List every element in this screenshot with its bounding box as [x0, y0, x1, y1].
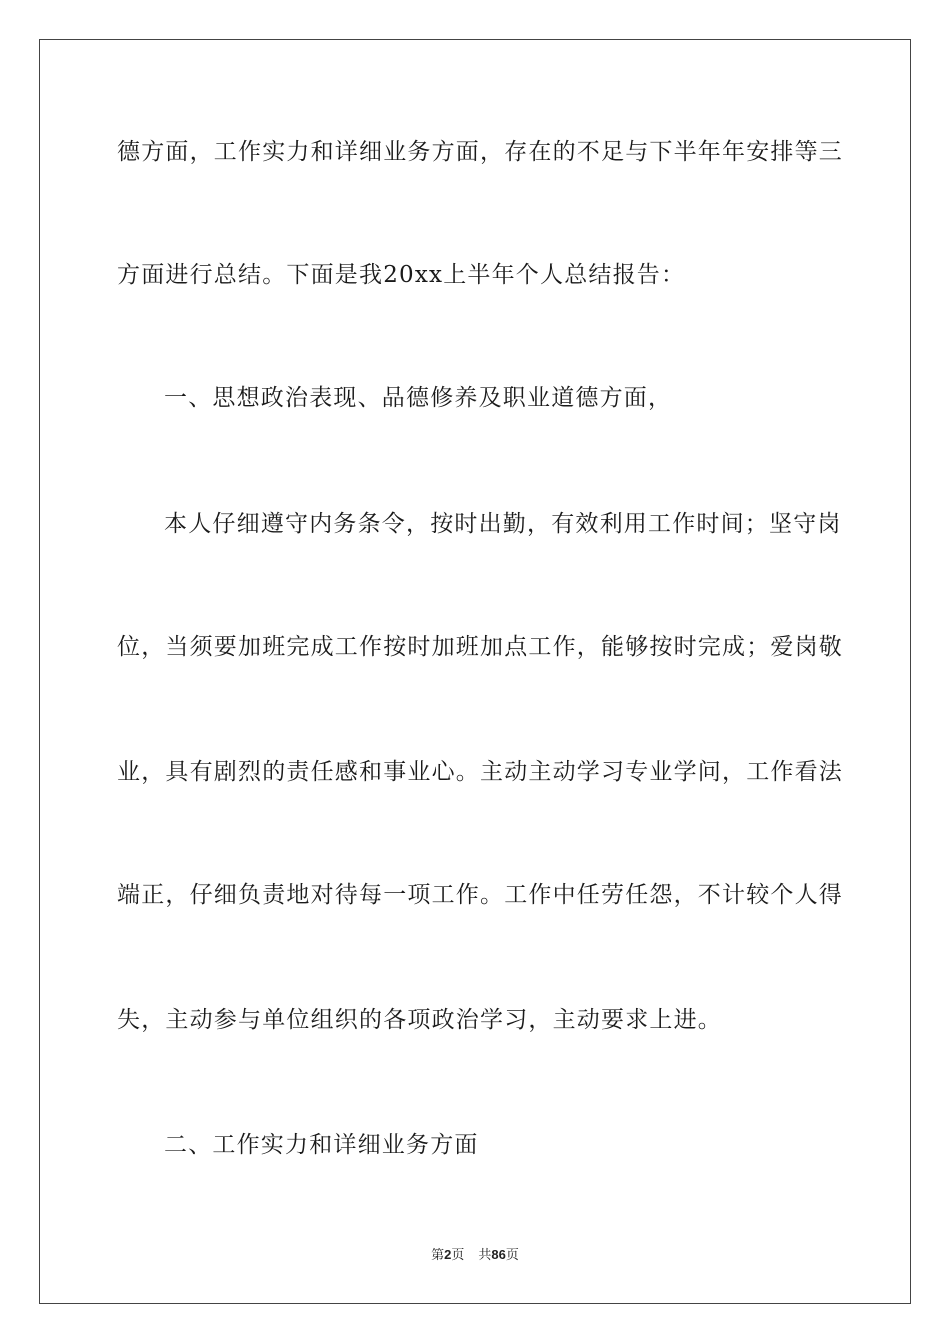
page-suffix: 页 [451, 1248, 465, 1263]
total-suffix: 页 [505, 1248, 519, 1263]
paragraph-line-4: 位，当须要加班完成工作按时加班加点工作，能够按时完成；爱岗敬 [117, 634, 843, 660]
paragraph-line-5: 业，具有剧烈的责任感和事业心。主动主动学习专业学问，工作看法 [117, 759, 843, 785]
paragraph-line-6: 端正，仔细负责地对待每一项工作。工作中任劳任怨，不计较个人得 [117, 882, 843, 908]
section-heading-2: 二、工作实力和详细业务方面 [164, 1132, 479, 1158]
paragraph-line-2: 方面进行总结。下面是我20xx上半年个人总结报告： [117, 262, 686, 288]
page-footer [0, 1245, 950, 1266]
total-prefix: 共 [478, 1248, 492, 1263]
paragraph-line-3: 本人仔细遵守内务条令，按时出勤，有效利用工作时间；坚守岗 [164, 511, 842, 537]
page-prefix: 第 [431, 1248, 445, 1263]
page-border [39, 39, 911, 1304]
total-pages: 86 [491, 1247, 506, 1262]
paragraph-line-1: 德方面，工作实力和详细业务方面，存在的不足与下半年年安排等三 [117, 139, 843, 165]
page-number: 2 [444, 1247, 452, 1262]
paragraph-line-7: 失，主动参与单位组织的各项政治学习，主动要求上进。 [117, 1007, 722, 1033]
section-heading-1: 一、思想政治表现、品德修养及职业道德方面， [164, 385, 673, 411]
